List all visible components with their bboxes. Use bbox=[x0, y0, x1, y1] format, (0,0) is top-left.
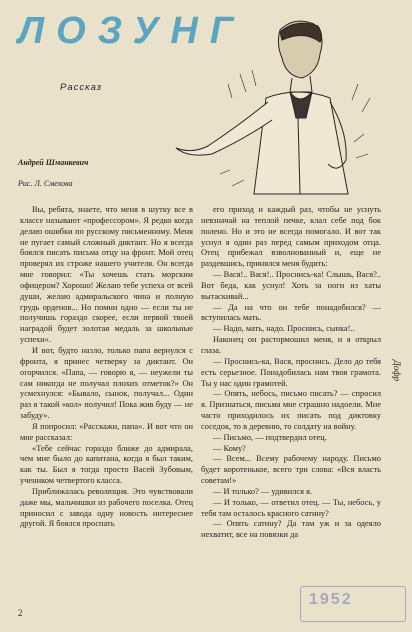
paragraph: — Да на что он тебе понадобился? — вступилась мать. bbox=[201, 302, 381, 323]
story-title: ЛОЗУНГ bbox=[18, 10, 246, 52]
paragraph: — Опять сатину? Да там уж и за одеяло нехватит, все на повязки да bbox=[201, 519, 381, 540]
paragraph: — Письмо, — подтвердил отец. bbox=[213, 432, 327, 442]
paragraph: Приближалась революция. Это чувствовали даже мы, мальчишки из рабочего поселка. Отец приносил с завода одну новость интереснее другой. Я боялся проспать bbox=[20, 486, 193, 529]
author-credit: Андрей Шманкевич bbox=[18, 158, 89, 167]
paragraph: его приход и каждый раз, чтобы не уснуть невзначай на теплой печке, клал себе под бок полено. Но и это не всегда помогало. И вот так уснул я один раз перед самым приходом отца. Отец прибежал взволнованный и, еще не раздевшись, принялся меня будить: bbox=[201, 205, 381, 269]
paragraph: — Кому? bbox=[213, 443, 246, 453]
paragraph: — Надо, мать, надо. Проснись, сынка!.. bbox=[213, 324, 355, 334]
side-margin-label: Дофр bbox=[392, 360, 402, 382]
paragraph: — И только, — ответил отец. — Ты, небось, у тебя там осталось красного сатину? bbox=[201, 497, 381, 518]
paragraph: И вот, будто назло, только папа вернулся с фронта, я принес четверку за диктант. Он огорчился. «Папа, — говорю я, — неужели ты сам никогда не получал плохих отметок?» Он усмехнулся: «Бывало, сынок, получал... Один раз я такой «кол» получил! Пока жив буду — не забуду». bbox=[20, 345, 193, 421]
text-column-left bbox=[20, 205, 193, 605]
paragraph: Я попросил: «Расскажи, папа». И вот что он мне рассказал: bbox=[20, 421, 193, 442]
paragraph: «Тебе сейчас гораздо ближе до адмирала, чем мне было до капитана, когда я был таким, как ты. Был я тогда просто Васей Зубовым, учеником четвертого класса. bbox=[20, 443, 193, 486]
page-number: 2 bbox=[18, 608, 23, 618]
paragraph: — Проснись-ка, Вася, проснись. Дело до тебя есть серьезное. Понадобилась нам твоя грамота. Ты у нас один грамотей. bbox=[201, 356, 381, 388]
story-subtitle: Рассказ bbox=[60, 82, 103, 93]
library-stamp bbox=[300, 586, 406, 622]
boy-illustration bbox=[168, 14, 408, 204]
stamp-text: 1952 bbox=[309, 591, 353, 608]
paragraph: — И только? — удивился я. bbox=[213, 486, 312, 496]
paragraph: Вы, ребята, знаете, что меня в шутку все в классе называют «профессором». Я редко когда делаю ошибки по русскому письменному. Меня не пугает самый сложный диктант. Но я всегда боялся писать письма отцу на фронт. Мой отец проверял их строже нашего учителя. Он всегда мне говорил: «Ты хочешь стать морским офицером? Хорошо! Желаю тебе успеха от всей души, желаю адмиральского чина и полную грудь орденов... Но помни одно — если ты не получишь гораздо скорее, если первой твоей наградой будет золотая медаль за школьные успехи». bbox=[20, 205, 193, 345]
text-column-right bbox=[201, 205, 381, 605]
paragraph: Наконец он растормошил меня, и я открыл глаза. bbox=[201, 335, 381, 355]
illustrator-credit: Рис. Л. Смехова bbox=[18, 179, 73, 188]
paragraph: — Всем... Всему рабочему народу. Письмо будет коротенькое, всего три слова: «Вся власть советам!» bbox=[201, 454, 381, 486]
paragraph: — Опять, небось, письмо писать? — спросил я. Признаться, письма мне страшно надоели. Мне часто приходилось их писать под диктовку соседок, то в деревню, то солдату на войну. bbox=[201, 389, 381, 431]
paragraph: — Вася!.. Вася!.. Проснись-ка! Слышь, Вася?.. Вот беда, как уснул! Хоть за ноги из хаты вытаскивай... bbox=[201, 270, 381, 301]
